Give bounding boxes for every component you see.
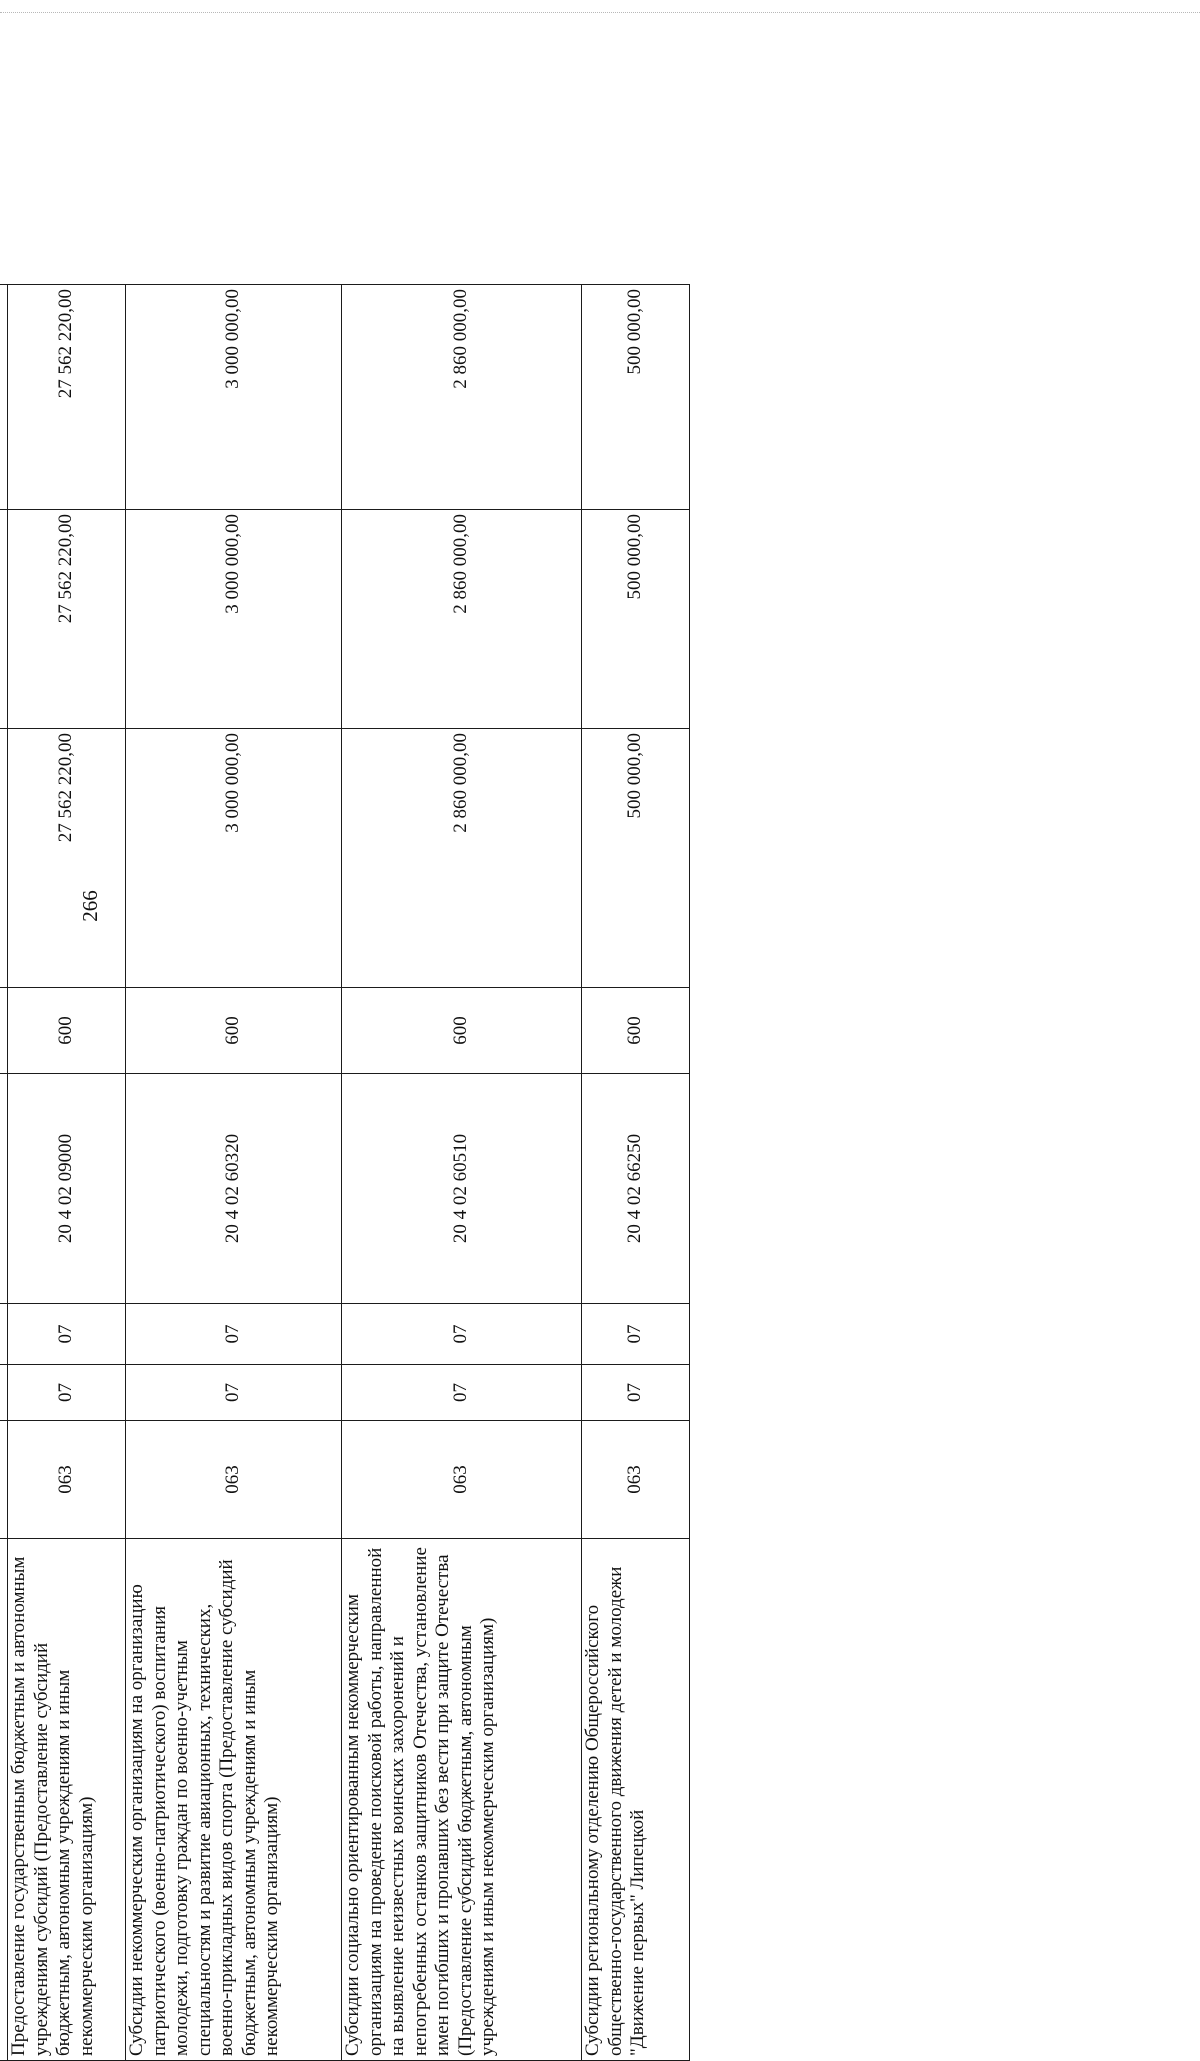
budget-table [0,284,690,2061]
sum-year-3: 2 860 000,00 [342,285,582,510]
section-code: 07 [8,1365,126,1421]
subsection-code: 07 [342,1304,582,1365]
sum-year-3 [0,285,8,510]
rotated-page-content [0,285,734,2061]
sum-year-1 [0,729,8,988]
admin-code: 063 [8,1421,126,1539]
expense-type: 600 [342,988,582,1074]
sum-year-2: 500 000,00 [582,510,690,729]
section-code: 07 [582,1365,690,1421]
expense-type: 600 [126,988,342,1074]
row-name: Субсидии некоммерческим организациям на организацию патриотического (военно-патриотического) воспитания молодежи, подготовку граждан по военно-учетным специальностям и развитие авиационных, технических, военно-прикладных видов спорта (Предоставление субсидий бюджетным, автономным учреждениям и иным некоммерческим организациям) [126,1539,342,2061]
table-row [8,285,126,2061]
section-code: 07 [342,1365,582,1421]
table-row [582,285,690,2061]
row-name [0,1539,8,2061]
row-name: Субсидии региональному отделению Общероссийского общественно-государственного движения детей и молодежи "Движение первых" Липецкой [582,1539,690,2061]
expense-type [0,988,8,1074]
admin-code [0,1421,8,1539]
sum-year-3: 500 000,00 [582,285,690,510]
admin-code: 063 [582,1421,690,1539]
table-row [0,285,8,2061]
sum-year-2: 3 000 000,00 [126,510,342,729]
target-article: 20 4 02 66250 [582,1074,690,1304]
sum-year-3: 3 000 000,00 [126,285,342,510]
subsection-code: 07 [582,1304,690,1365]
sum-year-2 [0,510,8,729]
sum-year-1: 500 000,00 [582,729,690,988]
page-number: 266 [77,890,102,922]
subsection-code: 07 [126,1304,342,1365]
section-code: 07 [126,1365,342,1421]
sum-year-1: 2 860 000,00 [342,729,582,988]
sum-year-3: 27 562 220,00 [8,285,126,510]
admin-code: 063 [126,1421,342,1539]
expense-type: 600 [582,988,690,1074]
table-row [126,285,342,2061]
target-article: 20 4 02 60510 [342,1074,582,1304]
admin-code: 063 [342,1421,582,1539]
subsection-code [0,1304,8,1365]
table-row [342,285,582,2061]
expense-type: 600 [8,988,126,1074]
sum-year-2: 27 562 220,00 [8,510,126,729]
sum-year-1: 3 000 000,00 [126,729,342,988]
row-name: Предоставление государственным бюджетным и автономным учреждениям субсидий (Предоставление субсидий бюджетным, автономным учреждениям и иным некоммерческим организациям) [8,1539,126,2061]
sum-year-1: 27 562 220,00 [8,729,126,988]
target-article: 20 4 02 60320 [126,1074,342,1304]
target-article [0,1074,8,1304]
row-name: Субсидии социально ориентированным некоммерческим организациям на проведение поисковой работы, направленной на выявление неизвестных воинских захоронений и непогребенных останков защитников Отечества, установление имен погибших и пропавших без вести при защите Отечества (Предоставление субсидий бюджетным, автономным учреждениям и иным некоммерческим организациям) [342,1539,582,2061]
target-article: 20 4 02 09000 [8,1074,126,1304]
sum-year-2: 2 860 000,00 [342,510,582,729]
top-dotted-line [0,12,1200,13]
section-code [0,1365,8,1421]
subsection-code: 07 [8,1304,126,1365]
